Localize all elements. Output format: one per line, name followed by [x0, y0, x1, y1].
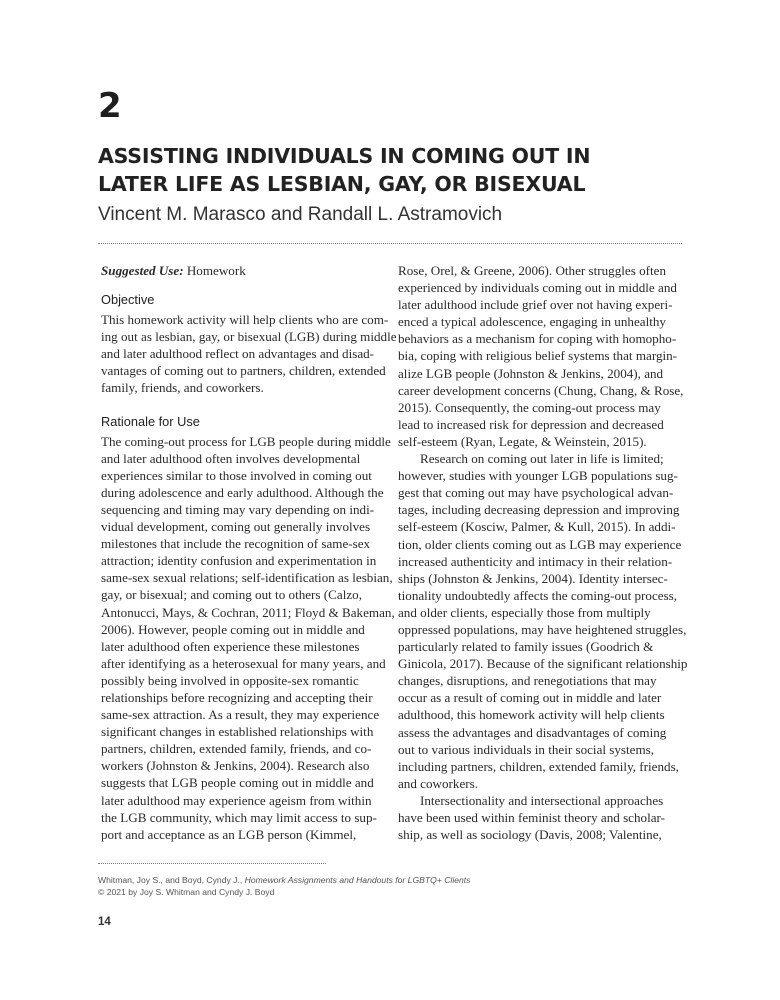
text-line: 2006). However, people coming out in middle and	[101, 621, 365, 637]
chapter-number: 2	[98, 86, 122, 126]
text-line: and older clients, especially those from multiply	[398, 604, 651, 620]
text-line: self-esteem (Ryan, Legate, & Weinstein, 2015).	[398, 433, 647, 449]
text-line: self-esteem (Kosciw, Palmer, & Kull, 2015). In addi-	[398, 519, 676, 535]
left-column	[101, 262, 397, 843]
text-line: ship, as well as sociology (Davis, 2008; Valentine,	[398, 827, 662, 843]
text-line: oppressed populations, may have heightened struggles,	[398, 621, 687, 637]
text-line: family, friends, and coworkers.	[101, 380, 264, 396]
text-line: assess the advantages and disadvantages of coming	[398, 724, 667, 740]
footnote-authors: Whitman, Joy S., and Boyd, Cyndy J.,	[98, 875, 245, 885]
text-line: attraction; identity confusion and experimentation in	[101, 553, 377, 569]
text-line: relationships before recognizing and accepting their	[101, 689, 373, 705]
text-line: bia, coping with religious belief systems that margin-	[398, 348, 678, 364]
text-line: suggests that LGB people coming out in middle and	[101, 775, 374, 791]
text-line: workers (Johnston & Jenkins, 2004). Research also	[101, 758, 370, 774]
text-line: gay, or bisexual; and coming out to others (Calzo,	[101, 587, 362, 603]
text-line: and later adulthood reflect on advantages and disad-	[101, 346, 375, 362]
text-line: have been used within feminist theory and scholar-	[398, 810, 665, 825]
text-line: same-sex sexual relations; self-identification as lesbian,	[101, 570, 393, 586]
text-line: including partners, children, extended family, friends,	[398, 758, 679, 774]
text-line: tages, including decreasing depression and improving	[398, 502, 680, 518]
text-line: vidual development, coming out generally involves	[101, 519, 371, 535]
text-line: possibly being involved in opposite-sex romantic	[101, 672, 359, 688]
text-line: experiences similar to those involved in coming out	[101, 467, 372, 483]
text-line: experienced by individuals coming out in middle and	[398, 280, 677, 296]
text-line: however, studies with younger LGB populations sug-	[398, 468, 678, 484]
text-line: Research on coming out later in life is limited;	[420, 451, 664, 467]
citation-footnote	[98, 874, 470, 898]
text-line: later adulthood include grief over not having experi-	[398, 297, 673, 313]
chapter-title-line: ASSISTING INDIVIDUALS IN COMING OUT IN	[98, 144, 591, 168]
text-line: particularly related to family issues (Goodrich &	[398, 639, 654, 655]
text-line: port and acceptance as an LGB person (Kimmel,	[101, 826, 357, 842]
footnote-line-1	[98, 874, 470, 886]
text-line: and coworkers.	[398, 775, 478, 791]
rationale-body-left	[101, 433, 395, 843]
text-line: This homework activity will help clients who are com-	[101, 312, 389, 328]
text-line: out to various individuals in their social systems,	[398, 741, 655, 757]
text-line: tionality undoubtedly affects the coming-out process,	[398, 587, 678, 603]
text-line: vantages of coming out to partners, children, extended	[101, 363, 386, 379]
footnote-copyright: © 2021 by Joy S. Whitman and Cyndy J. Boyd	[98, 887, 275, 897]
page-number: 14	[98, 916, 111, 928]
text-line: and later adulthood often involves developmental	[101, 450, 361, 466]
footnote-divider	[98, 863, 326, 864]
text-line: later adulthood often experience these milestones	[101, 638, 360, 654]
objective-heading: Objective	[101, 292, 155, 308]
text-line: occur as a result of coming out in middle and later	[398, 690, 662, 706]
text-line: lead to increased risk for depression and decreased	[398, 416, 664, 432]
text-line: gest that coming out may have psychological advan-	[398, 485, 674, 501]
text-line: same-sex attraction. As a result, they may experience	[101, 707, 380, 723]
text-line: career development concerns (Chung, Chang, & Rose,	[398, 382, 684, 398]
suggested-use-value: Homework	[183, 263, 246, 278]
text-line: ing out as lesbian, gay, or bisexual (LGB) during middle	[101, 329, 397, 345]
text-line: the LGB community, which may limit access to sup-	[101, 809, 377, 825]
text-line: behaviors as a mechanism for coping with homopho-	[398, 331, 677, 347]
text-line: tion, older clients coming out as LGB may experience	[398, 536, 682, 552]
right-column	[398, 262, 688, 843]
chapter-authors: Vincent M. Marasco and Randall L. Astramovich	[98, 204, 503, 225]
text-line: Intersectionality and intersectional approaches	[420, 792, 664, 808]
chapter-title	[98, 142, 698, 198]
rationale-paragraph-1-continued	[398, 262, 684, 450]
text-line: The coming-out process for LGB people during middle	[101, 433, 391, 449]
text-line: significant changes in established relationships with	[101, 724, 374, 740]
text-line: enced a typical adolescence, engaging in unhealthy	[398, 314, 666, 330]
suggested-use-label: Suggested Use:	[101, 263, 184, 278]
footnote-book-title: Homework Assignments and Handouts for LGBTQ+ Clients	[244, 875, 471, 885]
suggested-use	[101, 262, 384, 279]
text-line: after identifying as a heterosexual for many years, and	[101, 655, 386, 671]
text-line: milestones that include the recognition of same-sex	[101, 536, 371, 552]
text-line: Ginicola, 2017). Because of the significant relationship	[398, 656, 688, 672]
text-line: alize LGB people (Johnston & Jenkins, 2004), and	[398, 365, 664, 381]
rationale-heading: Rationale for Use	[101, 413, 200, 429]
text-line: sequencing and timing may vary depending on indi-	[101, 501, 375, 517]
chapter-title-line: LATER LIFE AS LESBIAN, GAY, OR BISEXUAL	[98, 172, 586, 196]
text-line: during adolescence and early adulthood. Although the	[101, 484, 384, 500]
text-line: ships (Johnston & Jenkins, 2004). Identity intersec-	[398, 570, 668, 586]
text-line: adulthood, this homework activity will help clients	[398, 707, 665, 723]
text-line: 2015). Consequently, the coming-out process may	[398, 399, 661, 415]
text-line: changes, disruptions, and renegotiations that may	[398, 673, 657, 689]
objective-body	[101, 311, 397, 396]
text-line: partners, children, extended family, friends, and co-	[101, 741, 372, 757]
text-line: Rose, Orel, & Greene, 2006). Other struggles often	[398, 263, 666, 278]
header-divider	[98, 243, 682, 244]
text-line: Antonucci, Mays, & Cochran, 2011; Floyd & Bakeman,	[101, 604, 395, 620]
rationale-paragraph-3	[398, 792, 681, 843]
text-line: later adulthood may experience ageism from within	[101, 792, 372, 808]
text-line: increased authenticity and intimacy in their relation-	[398, 553, 673, 569]
rationale-paragraph-2	[398, 450, 688, 792]
